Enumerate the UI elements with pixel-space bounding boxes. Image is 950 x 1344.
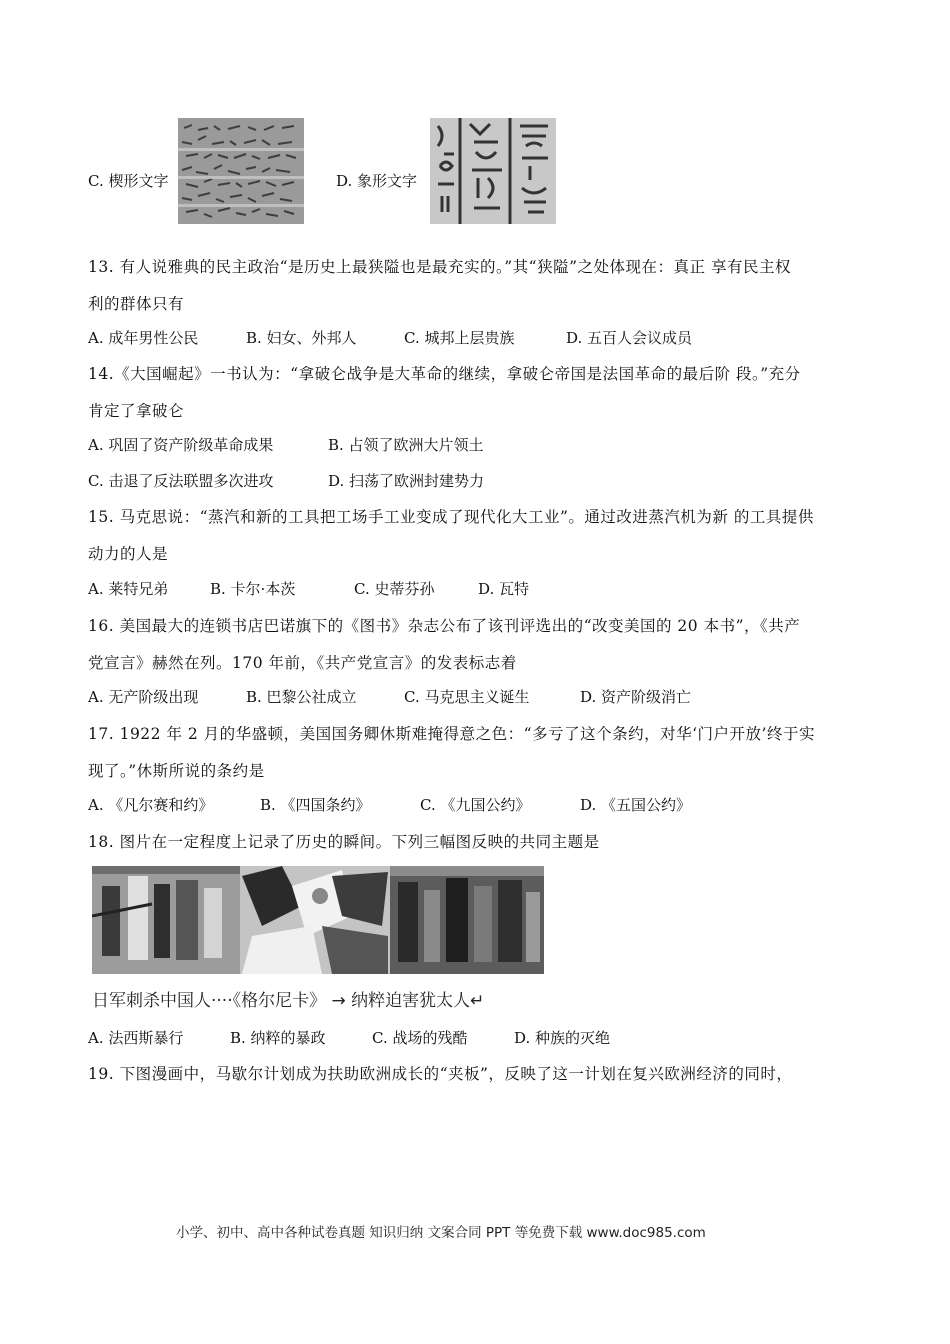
- q13-stem-line1: 13. 有人说雅典的民主政治“是历史上最狭隘也是最充实的。”其“狭隘”之处体现在：真正 享有民主权: [88, 258, 791, 276]
- q16-option-c: C. 马克思主义诞生: [404, 688, 530, 706]
- q18-option-a: A. 法西斯暴行: [88, 1029, 184, 1047]
- q12-option-d: D. 象形文字: [336, 172, 418, 190]
- q17-stem-line2: 现了。”休斯所说的条约是: [88, 762, 265, 780]
- q12-option-c: C. 楔形文字: [88, 172, 169, 190]
- q18-options: [88, 1027, 610, 1048]
- q13-options: [88, 327, 692, 348]
- q16-option-a: A. 无产阶级出现: [88, 688, 199, 706]
- q14-stem-line2: 肯定了拿破仑: [88, 402, 185, 420]
- q16-option-d: D. 资产阶级消亡: [580, 688, 692, 706]
- q16-option-b: B. 巴黎公社成立: [246, 688, 357, 706]
- q18-option-b: B. 纳粹的暴政: [230, 1029, 326, 1047]
- q15-stem-line1: 15. 马克思说：“蒸汽和新的工具把工场手工业变成了现代化大工业”。通过改进蒸汽机为新 的工具提供: [88, 508, 814, 526]
- q14-option-b: B. 占领了欧洲大片领土: [328, 436, 484, 454]
- q14-stem-line1: 14.《大国崛起》一书认为：“拿破仑战争是大革命的继续，拿破仑帝国是法国革命的最后阶 段。”充分: [88, 365, 801, 383]
- q17-option-c: C. 《九国公约》: [420, 796, 531, 814]
- history-photos-strip: [92, 866, 544, 974]
- q15-option-b: B. 卡尔·本茨: [210, 580, 296, 598]
- q18-stem-line1: 18. 图片在一定程度上记录了历史的瞬间。下列三幅图反映的共同主题是: [88, 833, 600, 851]
- guernica-painting: [240, 866, 390, 974]
- q13-option-d: D. 五百人会议成员: [566, 329, 693, 347]
- q15-options: [88, 578, 529, 599]
- nazi-persecution-photo: [390, 866, 544, 974]
- q17-stem-line1: 17. 1922 年 2 月的华盛顿，美国国务卿休斯难掩得意之色：“多亏了这个条约，对华‘门户开放’终于实: [88, 725, 815, 743]
- q18-option-c: C. 战场的残酷: [372, 1029, 468, 1047]
- q16-stem-line1: 16. 美国最大的连锁书店巴诺旗下的《图书》杂志公布了该刊评选出的“改变美国的 20 本书”，《共产: [88, 617, 801, 635]
- q13-option-a: A. 成年男性公民: [88, 329, 199, 347]
- q16-options: [88, 686, 691, 707]
- q18-image-caption: 日军刺杀中国人····《格尔尼卡》 → 纳粹迫害犹太人↵: [92, 991, 485, 1011]
- japanese-soldiers-photo: [92, 866, 240, 974]
- q14-option-d: D. 扫荡了欧洲封建势力: [328, 472, 485, 490]
- q17-options: [88, 794, 691, 815]
- q14-options-row1: [88, 434, 484, 455]
- q17-option-d: D. 《五国公约》: [580, 796, 692, 814]
- q15-option-a: A. 莱特兄弟: [88, 580, 169, 598]
- hieroglyph-image: [430, 118, 556, 224]
- q17-option-a: A. 《凡尔赛和约》: [88, 796, 214, 814]
- q17-option-b: B. 《四国条约》: [260, 796, 371, 814]
- q13-option-b: B. 妇女、外邦人: [246, 329, 357, 347]
- q14-options-row2: [88, 470, 484, 491]
- q19-stem-line1: 19. 下图漫画中，马歇尔计划成为扶助欧洲成长的“夹板”，反映了这一计划在复兴欧洲经济的同时，: [88, 1065, 793, 1083]
- q15-option-c: C. 史蒂芬孙: [354, 580, 435, 598]
- q14-option-c: C. 击退了反法联盟多次进攻: [88, 472, 274, 490]
- q14-option-a: A. 巩固了资产阶级革命成果: [88, 436, 274, 454]
- q18-option-d: D. 种族的灭绝: [514, 1029, 611, 1047]
- q13-option-c: C. 城邦上层贵族: [404, 329, 515, 347]
- page-footer: 小学、初中、高中各种试卷真题 知识归纳 文案合同 PPT 等免费下载 www.doc985.com: [176, 1225, 706, 1241]
- q15-stem-line2: 动力的人是: [88, 545, 169, 563]
- q16-stem-line2: 党宣言》赫然在列。170 年前，《共产党宣言》的发表标志着: [88, 654, 517, 672]
- q15-option-d: D. 瓦特: [478, 580, 530, 598]
- cuneiform-tablet-image: [178, 118, 304, 224]
- q13-stem-line2: 利的群体只有: [88, 295, 185, 313]
